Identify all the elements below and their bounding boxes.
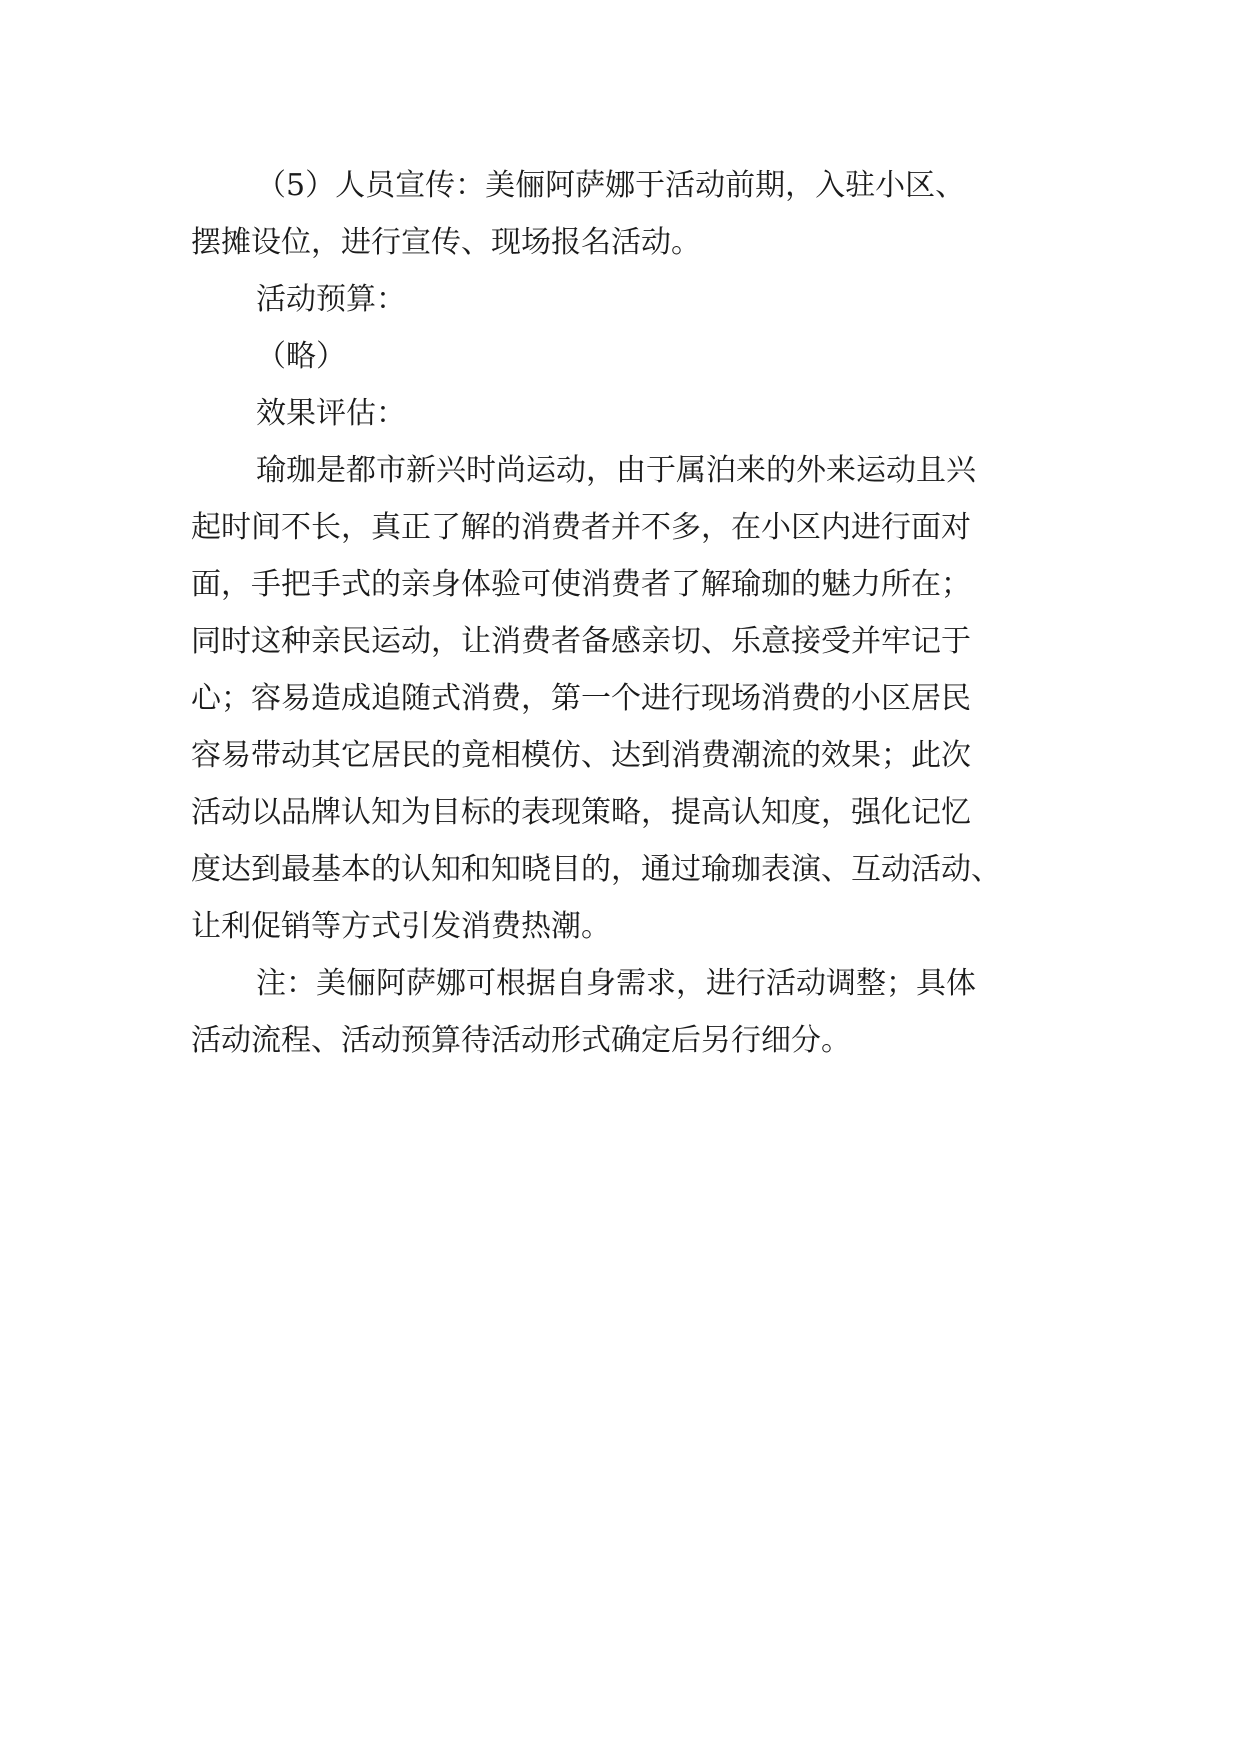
paragraph-personnel-promotion-line-1: （5）人员宣传：美俪阿萨娜于活动前期，入驻小区、: [256, 168, 966, 203]
evaluation-line-7: 活动以品牌认知为目标的表现策略，提高认知度，强化记忆: [191, 795, 971, 830]
paragraph-personnel-promotion-line-2: 摆摊设位，进行宣传、现场报名活动。: [191, 225, 701, 260]
heading-activity-budget: 活动预算：: [256, 282, 406, 317]
evaluation-line-2: 起时间不长，真正了解的消费者并不多，在小区内进行面对: [191, 510, 971, 545]
budget-omitted-text: （略）: [256, 339, 346, 374]
evaluation-line-8: 度达到最基本的认知和知晓目的，通过瑜珈表演、互动活动、: [191, 852, 1001, 887]
evaluation-line-6: 容易带动其它居民的竟相模仿、达到消费潮流的效果；此次: [191, 738, 971, 773]
evaluation-line-4: 同时这种亲民运动，让消费者备感亲切、乐意接受并牢记于: [191, 624, 971, 659]
evaluation-line-9: 让利促销等方式引发消费热潮。: [191, 909, 611, 944]
evaluation-line-3: 面，手把手式的亲身体验可使消费者了解瑜珈的魅力所在；: [191, 567, 971, 602]
note-line-1: 注：美俪阿萨娜可根据自身需求，进行活动调整；具体: [256, 966, 976, 1001]
evaluation-line-1: 瑜珈是都市新兴时尚运动，由于属泊来的外来运动且兴: [256, 453, 976, 488]
heading-effect-evaluation: 效果评估：: [256, 396, 406, 431]
note-line-2: 活动流程、活动预算待活动形式确定后另行细分。: [191, 1023, 851, 1058]
evaluation-line-5: 心；容易造成追随式消费，第一个进行现场消费的小区居民: [191, 681, 971, 716]
